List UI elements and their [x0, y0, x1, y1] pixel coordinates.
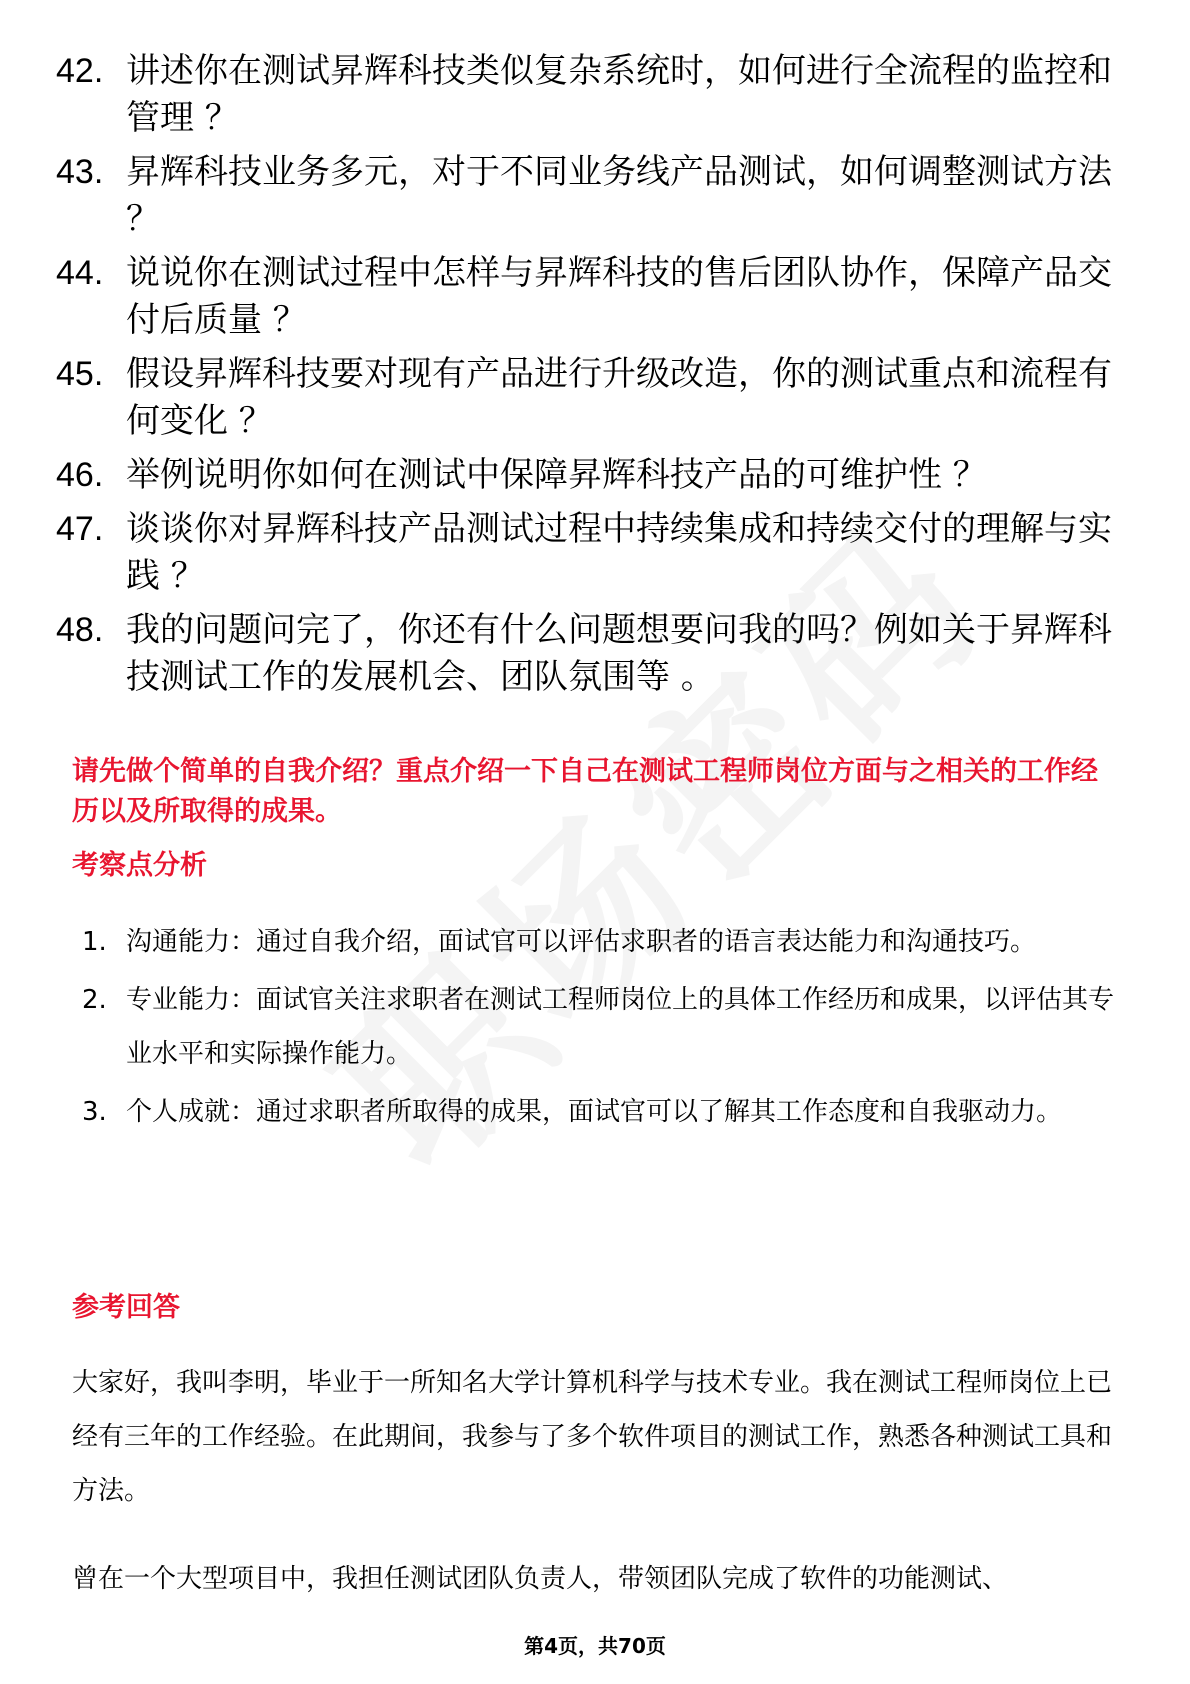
analysis-number: 2.	[82, 985, 107, 1015]
question-text: 假设昇辉科技要对现有产品进行升级改造，你的测试重点和流程有何变化 ？	[126, 354, 1112, 441]
analysis-list	[82, 915, 1122, 1143]
list-item	[82, 1085, 1122, 1139]
question-number: 42.	[56, 52, 104, 90]
question-list	[56, 48, 1126, 708]
question-number: 48.	[56, 611, 104, 649]
question-number: 43.	[56, 153, 104, 191]
reference-heading: 参考回答	[72, 1292, 180, 1323]
analysis-text: 沟通能力：通过自我介绍，面试官可以评估求职者的语言表达能力和沟通技巧。	[126, 927, 1037, 957]
reference-paragraph: 曾在一个大型项目中，我担任测试团队负责人，带领团队完成了软件的功能测试、	[72, 1564, 1009, 1594]
question-text: 举例说明你如何在测试中保障昇辉科技产品的可维护性 ？	[126, 455, 987, 495]
question-text: 说说你在测试过程中怎样与昇辉科技的售后团队协作，保障产品交付后质量 ？	[126, 253, 1112, 340]
question-text: 我的问题问完了，你还有什么问题想要问我的吗？例如关于昇辉科技测试工作的发展机会、团队氛围等 。	[126, 610, 1112, 697]
list-item	[56, 452, 1126, 499]
analysis-text: 个人成就：通过求职者所取得的成果，面试官可以了解其工作态度和自我驱动力。	[126, 1097, 1063, 1127]
analysis-number: 1.	[82, 927, 107, 957]
analysis-number: 3.	[82, 1097, 107, 1127]
list-item	[56, 506, 1126, 600]
question-number: 45.	[56, 355, 104, 393]
question-number: 44.	[56, 254, 104, 292]
question-number: 46.	[56, 456, 104, 494]
list-item	[56, 607, 1126, 701]
list-item	[82, 973, 1122, 1081]
list-item	[56, 48, 1126, 142]
list-item	[56, 351, 1126, 445]
featured-question: 请先做个简单的自我介绍？重点介绍一下自己在测试工程师岗位方面与之相关的工作经历以及所取得的成果。	[72, 756, 1098, 827]
page-footer: 第4页，共70页	[524, 1634, 666, 1658]
analysis-text: 专业能力：面试官关注求职者在测试工程师岗位上的具体工作经历和成果，以评估其专业水平和实际操作能力。	[126, 985, 1115, 1069]
list-item	[82, 915, 1122, 969]
question-text: 昇辉科技业务多元，对于不同业务线产品测试，如何调整测试方法 ？	[126, 152, 1112, 239]
question-text: 谈谈你对昇辉科技产品测试过程中持续集成和持续交付的理解与实践 ？	[126, 509, 1112, 596]
question-number: 47.	[56, 510, 104, 548]
analysis-heading: 考察点分析	[72, 850, 207, 881]
question-text: 讲述你在测试昇辉科技类似复杂系统时，如何进行全流程的监控和管理 ？	[126, 51, 1112, 138]
list-item	[56, 149, 1126, 243]
list-item	[56, 250, 1126, 344]
reference-paragraph: 大家好，我叫李明，毕业于一所知名大学计算机科学与技术专业。我在测试工程师岗位上已经有三年的工作经验。在此期间，我参与了多个软件项目的测试工作，熟悉各种测试工具和方法。	[72, 1368, 1113, 1506]
